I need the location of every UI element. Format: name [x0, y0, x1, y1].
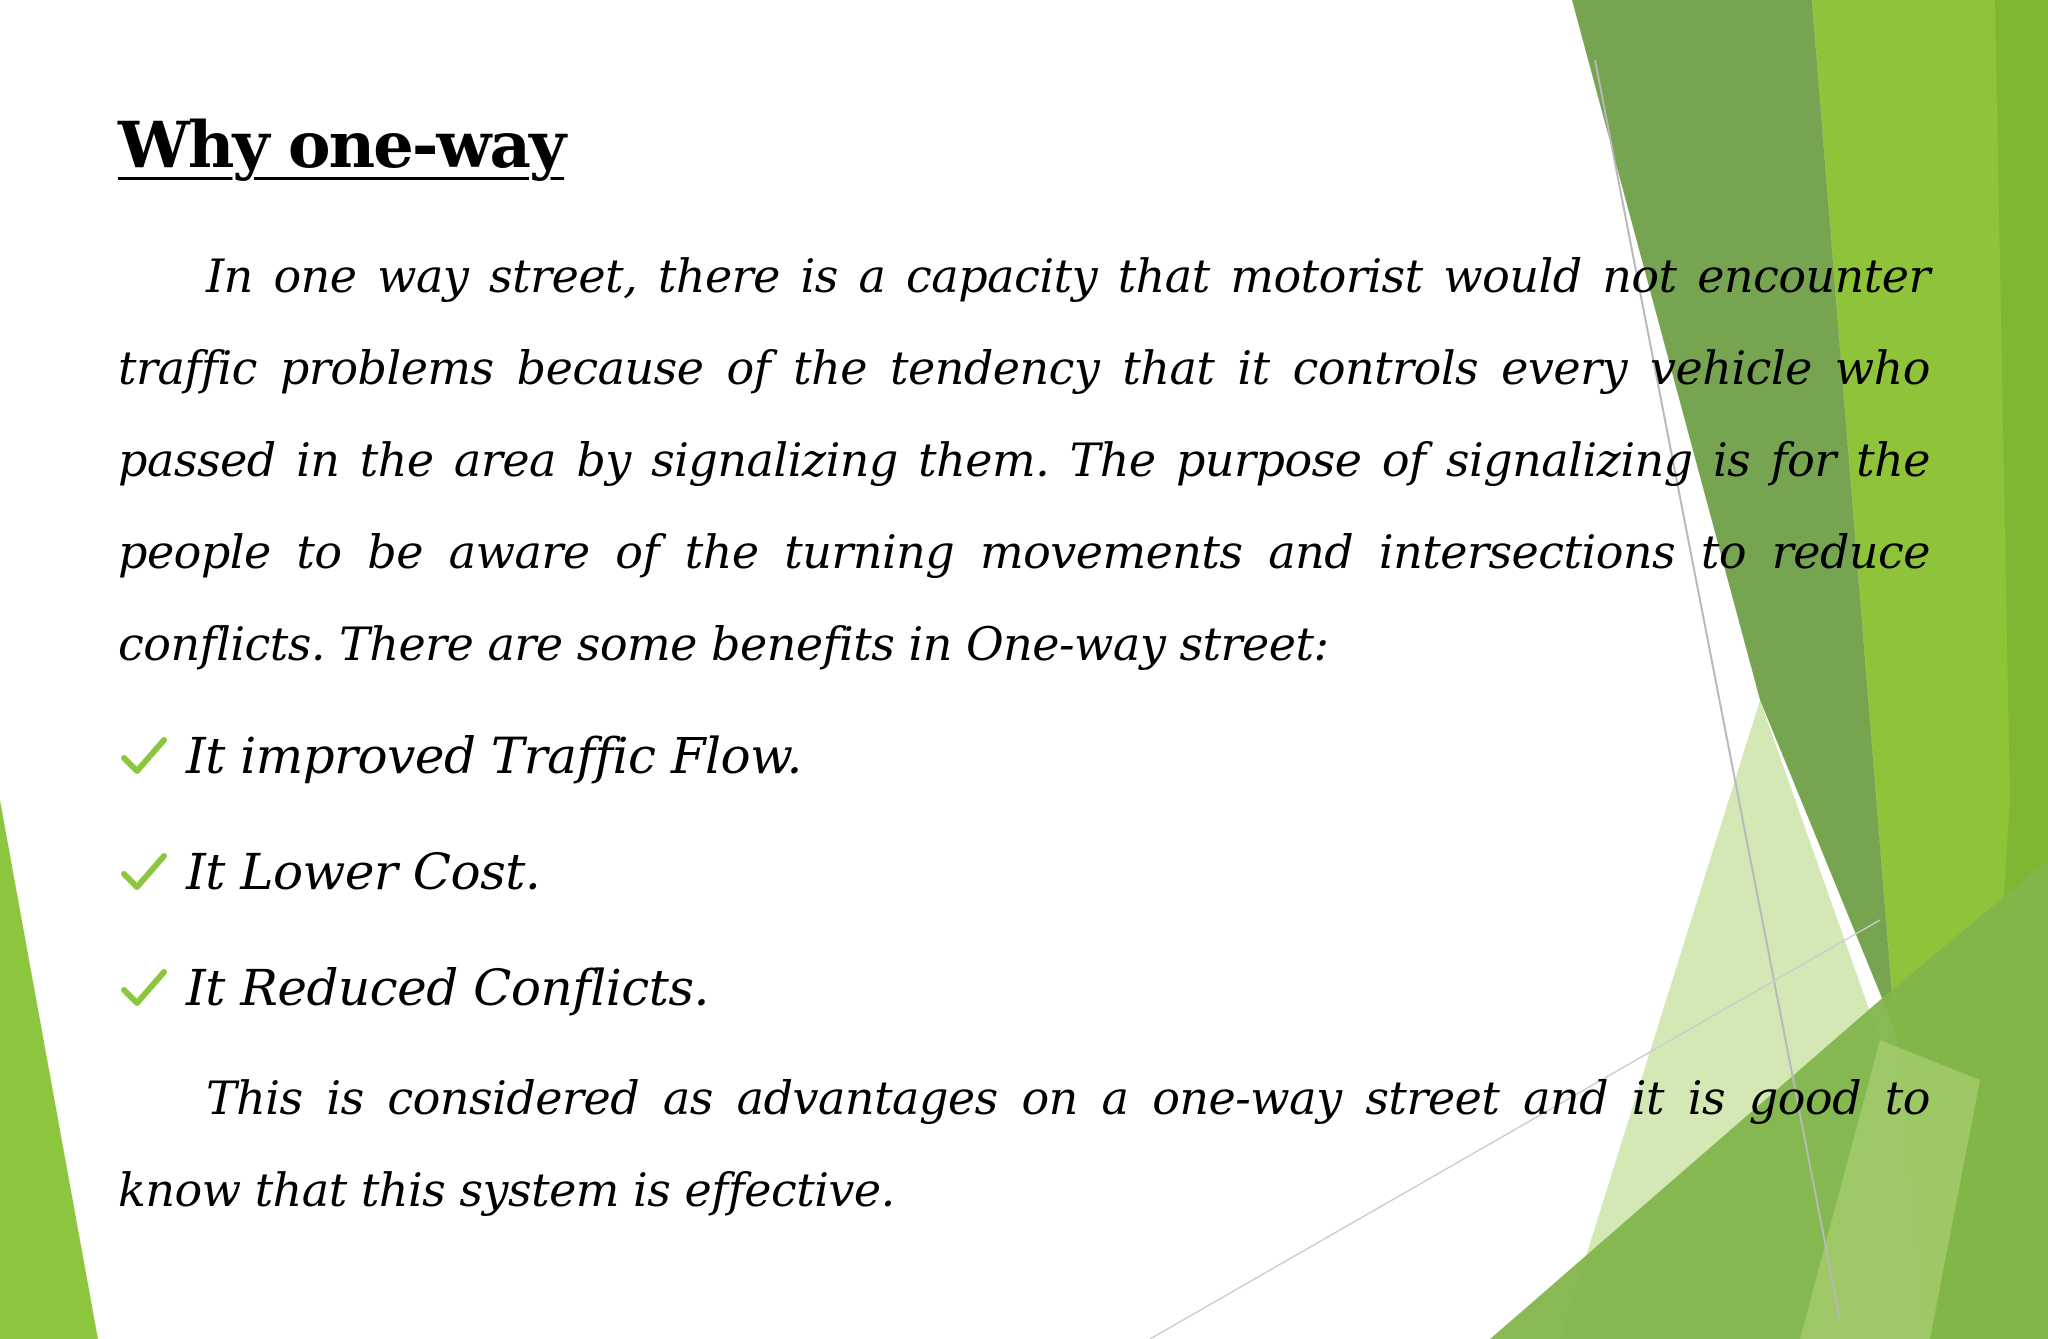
list-item [118, 698, 1930, 814]
checkmark-icon [118, 846, 170, 898]
bullet-label: It improved Traffic Flow. [186, 727, 802, 785]
checkmark-icon [118, 730, 170, 782]
list-item [118, 814, 1930, 930]
slide-content [118, 96, 1930, 1236]
bullet-label: It Lower Cost. [186, 843, 541, 901]
slide-title: Why one-way [118, 108, 565, 183]
list-item [118, 930, 1930, 1046]
closing-paragraph: This is considered as advantages on a one-way street and it is good to know that this system is effective. [118, 1071, 1930, 1217]
benefits-list [118, 698, 1930, 1046]
bullet-label: It Reduced Conflicts. [186, 959, 709, 1017]
facet-left-bottom [0, 800, 98, 1339]
checkmark-icon [118, 962, 170, 1014]
intro-paragraph: In one way street, there is a capacity that motorist would not encounter traffic problems because of the tendency that it controls every vehicle who passed in the area by signalizing them. The purpose of signalizing is for the people to be aware of the turning movements and intersections to reduce conflicts. There are some benefits in One-way street: [118, 249, 1930, 671]
